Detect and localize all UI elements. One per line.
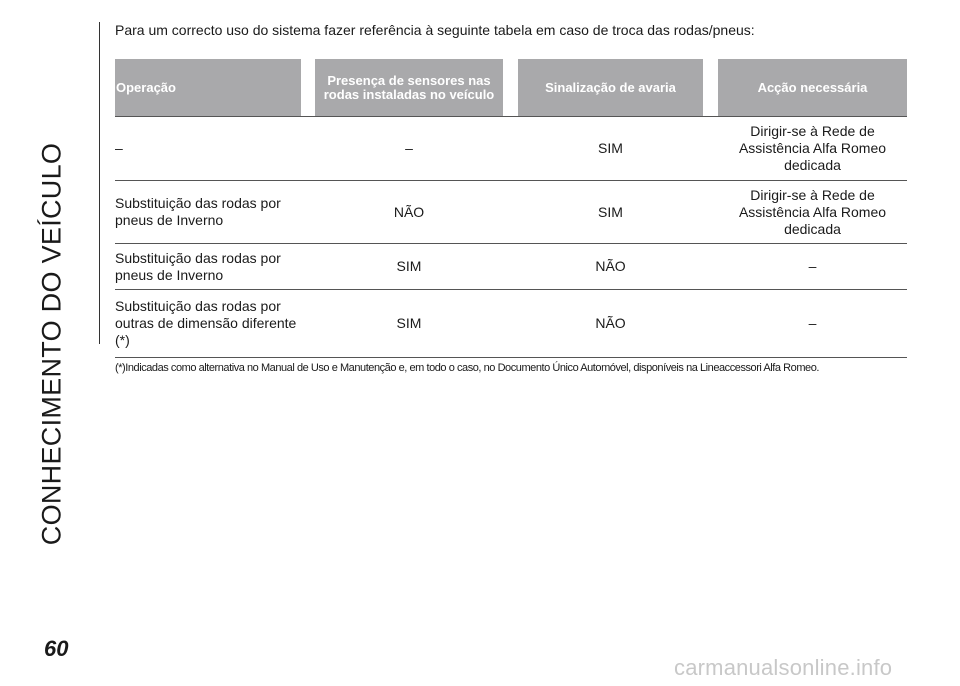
table-row — [115, 117, 907, 181]
cell-accao: – — [808, 258, 817, 274]
cell-sinalizacao: SIM — [598, 140, 623, 156]
cell-operacao: Substituição das rodas por outras de dimensão diferente (*) — [115, 298, 297, 348]
cell-sensores: NÃO — [393, 203, 425, 220]
cell-sensores: SIM — [396, 258, 422, 274]
cell-sensores: SIM — [396, 315, 422, 331]
table-row — [115, 244, 907, 290]
table-row — [115, 181, 907, 244]
table-footnote: (*)Indicadas como alternativa no Manual de Uso e Manutenção e, em todo o caso, no Documento Único Automóvel, disponíveis na Lineaccessori Alfa Romeo. — [115, 362, 819, 374]
cell-operacao: Substituição das rodas por pneus de Inverno — [115, 249, 281, 283]
table-header — [115, 59, 907, 117]
wheel-change-table — [115, 59, 907, 358]
cell-sinalizacao: NÃO — [595, 258, 626, 274]
section-divider — [99, 22, 100, 344]
cell-operacao: – — [115, 140, 123, 156]
header-sensores: Presença de sensores nas rodas instaladas no veículo — [315, 59, 503, 116]
page-number: 60 — [44, 636, 69, 661]
cell-accao: Dirigir-se à Rede de Assistência Alfa Romeo dedicada — [738, 186, 887, 237]
section-title-text: CONHECIMENTO DO VEÍCULO — [36, 142, 67, 546]
cell-sinalizacao: NÃO — [595, 315, 626, 331]
header-operacao: Operação — [115, 59, 301, 116]
cell-accao: – — [808, 315, 817, 331]
cell-sinalizacao: SIM — [598, 203, 623, 220]
cell-sensores: – — [405, 140, 413, 156]
table-row — [115, 290, 907, 358]
site-watermark: carmanualsonline.info — [674, 655, 893, 680]
header-accao: Acção necessária — [718, 59, 907, 116]
cell-operacao: Substituição das rodas por pneus de Inverno — [115, 195, 281, 228]
intro-text: Para um correcto uso do sistema fazer referência à seguinte tabela em caso de troca das rodas/pneus: — [115, 22, 755, 38]
cell-accao: Dirigir-se à Rede de Assistência Alfa Romeo dedicada — [738, 123, 887, 173]
header-sinalizacao: Sinalização de avaria — [518, 59, 703, 116]
